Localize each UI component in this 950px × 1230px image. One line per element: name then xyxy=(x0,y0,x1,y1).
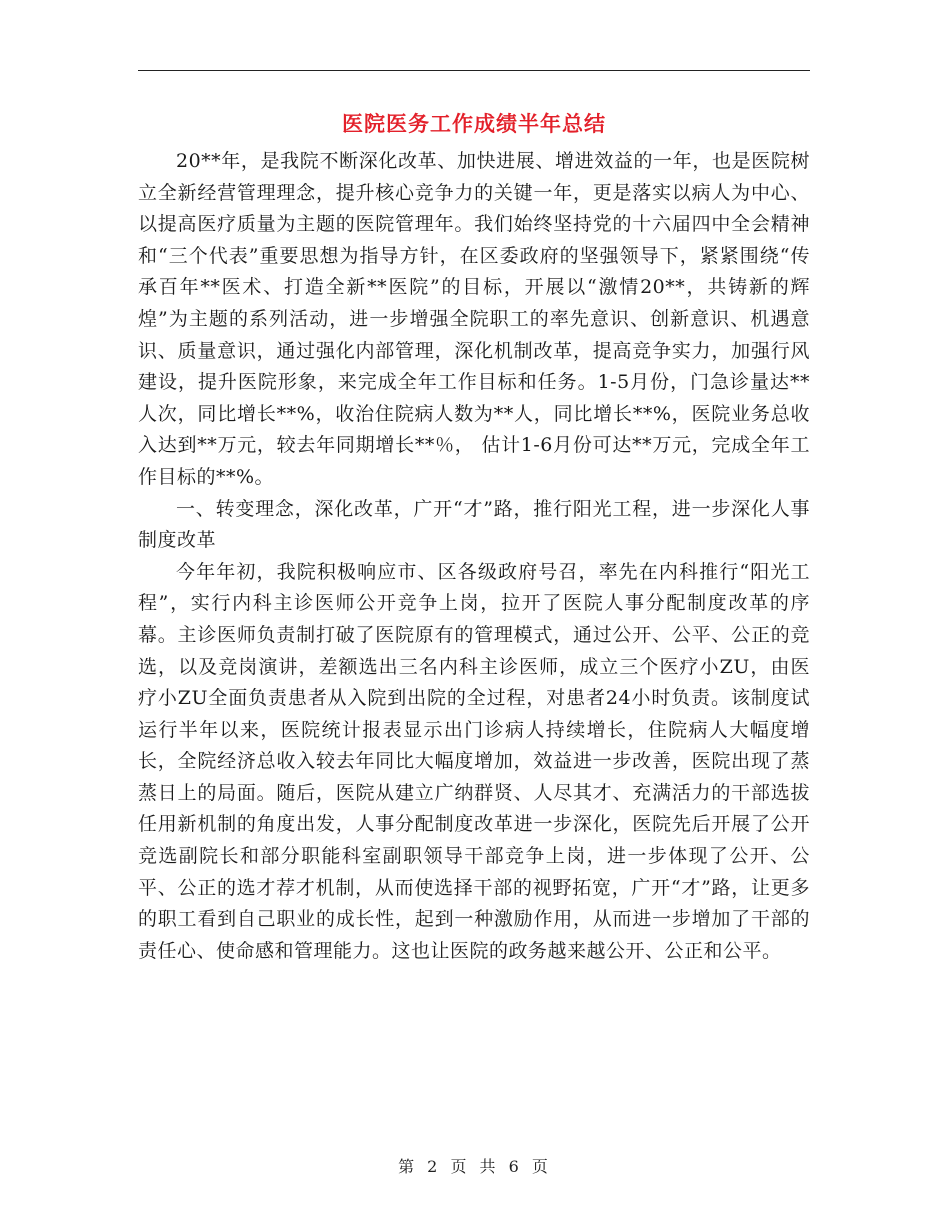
page-number: 第 2 页 共 6 页 xyxy=(398,1157,552,1176)
header-rule xyxy=(138,70,810,71)
paragraph-section-1: 今年年初，我院积极响应市、区各级政府号召，率先在内科推行“阳光工程”，实行内科主诊医师公开竞争上岗，拉开了医院人事分配制度改革的序幕。主诊医师负责制打破了医院原有的管理模式，通过公开、公平、公正的竞选，以及竞岗演讲，差额选出三名内科主诊医师，成立三个医疗小ZU，由医疗小ZU全面负责患者从入院到出院的全过程，对患者24小时负责。该制度试运行半年以来，医院统计报表显示出门诊病人持续增长，住院病人大幅度增长，全院经济总收入较去年同比大幅度增加，效益进一步改善，医院出现了蒸蒸日上的局面。随后，医院从建立广纳群贤、人尽其才、充满活力的干部选拔任用新机制的角度出发，人事分配制度改革进一步深化，医院先后开展了公开竞选副院长和部分职能科室副职领导干部竞争上岗，进一步体现了公开、公平、公正的选才荐才机制，从而使选择干部的视野拓宽，广开“才”路，让更多的职工看到自己职业的成长性，起到一种激励作用，从而进一步增加了干部的责任心、使命感和管理能力。这也让医院的政务越来越公开、公正和公平。 xyxy=(138,560,810,962)
document-body xyxy=(138,146,810,967)
paragraph-intro: 20**年，是我院不断深化改革、加快进展、增进效益的一年，也是医院树立全新经营管理理念，提升核心竞争力的关键一年，更是落实以病人为中心、以提高医疗质量为主题的医院管理年。我们始终坚持党的十六届四中全会精神和“三个代表”重要思想为指导方针，在区委政府的坚强领导下，紧紧围绕“传承百年**医术、打造全新**医院”的目标，开展以“激情20**，共铸新的辉煌”为主题的系列活动，进一步增强全院职工的率先意识、创新意识、机遇意识、质量意识，通过强化内部管理，深化机制改革，提高竞争实力，加强行风建设，提升医院形象，来完成全年工作目标和任务。1-5月份，门急诊量达**人次，同比增长**%，收治住院病人数为**人，同比增长**%，医院业务总收入达到**万元，较去年同期增长**％， 估计1-6月份可达**万元，完成全年工作目标的**%。 xyxy=(138,150,810,488)
section-heading-1: 一、转变理念，深化改革，广开“才”路，推行阳光工程，进一步深化人事制度改革 xyxy=(138,497,810,552)
document-title: 医院医务工作成绩半年总结 xyxy=(342,111,606,136)
